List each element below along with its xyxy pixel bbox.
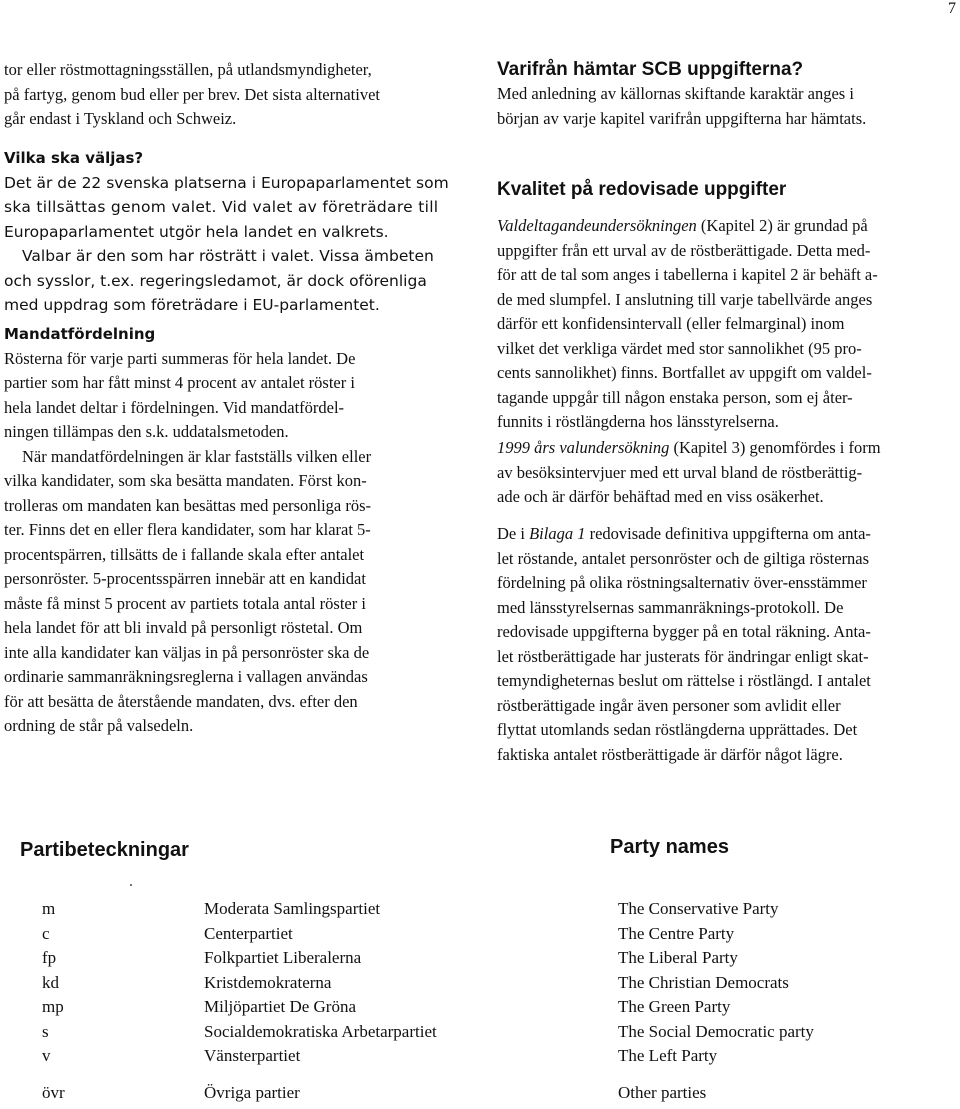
heading-partibeteckningar: Partibeteckningar [20,839,189,861]
party-swedish-name: Miljöpartiet De Gröna [204,997,357,1016]
text-fragment: (Kapitel 2) är grundad på [696,216,868,235]
text-line: Valbar är den som har rösträtt i valet. Vissa ämbeten [22,247,434,265]
party-swedish-name: Moderata Samlingspartiet [204,899,381,918]
party-abbreviation: kd [42,973,59,992]
text-line: När mandatfördelningen är klar fastställs vilken eller [22,446,372,466]
page-number: 7 [948,0,956,17]
party-swedish-name: Socialdemokratiska Arbetarpartiet [204,1022,437,1041]
text-fragment: De i [497,524,530,543]
text-fragment: redovisade definitiva uppgifterna om anta- [585,524,871,543]
party-english-name: The Christian Democrats [618,973,789,992]
text-line: Det är de 22 svenska platserna i Europaparlamentet som [4,173,449,192]
table-row [0,1044,960,1068]
paragraph-valundersokning [497,436,959,510]
party-english-name: The Liberal Party [618,948,738,967]
text-line: måste få minst 5 procent av partiets totala antal röster i [4,593,366,613]
text-line: ningen tillämpas den s.k. uddatalsmetoden. [4,422,289,441]
heading-vilka-ska-valjas: Vilka ska väljas? [4,149,144,167]
party-english-name: The Social Democratic party [618,1022,814,1041]
party-swedish-name: Kristdemokraterna [204,973,332,992]
text-line: let röstberättigade har justerats för ändringar enligt skat- [497,646,869,666]
text-line: let röstande, antalet personröster och de giltiga rösternas [497,548,870,568]
text-line: för att de tal som anges i tabellerna i kapitel 2 är behäft a- [497,265,878,284]
text-line: cents sannolikhet) finns. Bortfallet av uppgift om valdel- [497,363,872,382]
italic-term: Valdeltagandeundersökningen [497,216,697,235]
party-abbreviation: mp [42,997,64,1016]
text-line: redovisade uppgifterna bygger på en total räkning. Anta- [497,622,871,641]
party-english-name: The Conservative Party [618,899,779,918]
party-abbreviation: m [42,899,56,918]
text-line: ter. Finns det en eller flera kandidater, som har klarat 5- [4,520,371,539]
text-line: hela landet för att bli invald på personligt röstetal. Om [4,618,363,637]
text-line: fördelning på olika röstningsalternativ över-ensstämmer [497,573,867,592]
text-line: Rösterna för varje parti summeras för hela landet. De [4,348,356,368]
party-english-name: The Centre Party [618,924,735,943]
party-abbreviation: övr [42,1083,65,1102]
table-row [0,995,960,1019]
text-line: vilka kandidater, som ska besätta mandaten. Först kon- [4,471,367,490]
table-row [0,946,960,970]
table-row [0,1081,960,1105]
text-fragment: (Kapitel 3) genomfördes i form [669,438,881,457]
text-line: med länsstyrelsernas sammanräknings-protokoll. De [497,597,844,617]
party-swedish-name: Vänsterpartiet [204,1046,301,1065]
paragraph-bilaga [497,522,959,767]
party-abbreviation: c [42,924,50,943]
text-line: inte alla kandidater kan väljas in på personröster ska de [4,642,370,662]
text-line: Med anledning av källornas skiftande karaktär anges i [497,84,854,103]
party-english-name: The Left Party [618,1046,718,1065]
text-line: av besöksintervjuer med ett urval bland de röstberättig- [497,462,863,482]
text-line: partier som har fått minst 4 procent av antalet röster i [4,373,355,392]
text-line: personröster. 5-procentsspärren innebär att en kandidat [4,569,366,588]
italic-term: 1999 års valundersökning [497,438,670,457]
text-line: hela landet deltar i fördelningen. Vid mandatfördel- [4,397,345,417]
text-line [497,214,959,239]
party-english-name: Other parties [618,1083,707,1102]
text-line: Europaparlamentet utgör hela landet en valkrets. [4,222,389,241]
text-line: trolleras om mandaten kan besättas med personliga rös- [4,495,372,515]
text-line: temyndigheternas beslut om rättelse i röstlängd. I antalet [497,671,871,690]
text-line: vilket det verkliga värdet med stor sannolikhet (95 pro- [497,338,862,358]
table-row [0,897,960,921]
section-varifran [497,58,959,131]
party-abbreviation: fp [42,948,57,967]
text-line: ordinarie sammanräkningsreglerna i vallagen användas [4,667,368,686]
party-abbreviation: s [42,1022,49,1041]
text-line: för att besätta de återstående mandaten, dvs. efter den [4,691,358,711]
text-line: ska tillsättas genom valet. Vid valet av företrädare till [4,198,439,216]
section-kvalitet [497,178,959,202]
heading-varifran: Varifrån hämtar SCB uppgifterna? [497,59,804,80]
heading-party-names: Party names [610,836,729,858]
text-line: går endast i Tyskland och Schweiz. [4,109,237,128]
party-swedish-name: Övriga partier [204,1083,300,1102]
italic-term: Bilaga 1 [529,524,586,543]
party-abbreviation: v [42,1046,51,1065]
text-line: ordning de står på valsedeln. [4,716,194,735]
party-swedish-name: Folkpartiet Liberalerna [204,948,362,967]
text-line: röstberättigade ingår även personer som avlidit eller [497,695,841,715]
paragraph-valdeltagande [497,214,959,435]
text-line: funnits i röstlängderna hos länsstyrelserna. [497,412,779,431]
text-line: på fartyg, genom bud eller per brev. Det sista alternativet [4,84,380,104]
text-line: flyttat utomlands sedan röstlängderna upprättades. Det [497,720,858,739]
stray-dot [130,884,132,886]
text-line: tagande uppgår till någon enstaka person, som ej åter- [497,387,853,407]
text-line: tor eller röstmottagningsställen, på utlandsmyndigheter, [4,60,372,79]
text-line: uppgifter från ett urval av de röstberättigade. Detta med- [497,240,871,260]
text-line [497,436,959,461]
paragraph-voting-methods [4,58,468,132]
party-swedish-name: Centerpartiet [204,924,293,943]
section-mandatfordelning [4,322,468,739]
text-line: ade och är därför behäftad med en viss osäkerhet. [497,487,824,506]
text-line: början av varje kapitel varifrån uppgifterna har hämtats. [497,108,867,128]
section-vilka [4,146,468,318]
party-english-name: The Green Party [618,997,731,1016]
text-line: och sysslor, t.ex. regeringsledamot, är dock oförenliga [4,271,427,290]
text-line: de med slumpfel. I anslutning till varje tabellvärde anges [497,289,873,309]
table-row [0,922,960,946]
text-line: med uppdrag som företrädare i EU-parlamentet. [4,296,380,314]
text-line [497,522,959,547]
heading-kvalitet: Kvalitet på redovisade uppgifter [497,179,787,200]
text-line: faktiska antalet röstberättigade är därför något lägre. [497,744,843,764]
text-line: procentspärren, tillsätts de i fallande skala efter antalet [4,544,365,564]
text-line: därför ett konfidensintervall (eller felmarginal) inom [497,314,845,333]
table-row [0,1020,960,1044]
heading-mandatfordelning: Mandatfördelning [4,325,156,343]
table-row [0,971,960,995]
